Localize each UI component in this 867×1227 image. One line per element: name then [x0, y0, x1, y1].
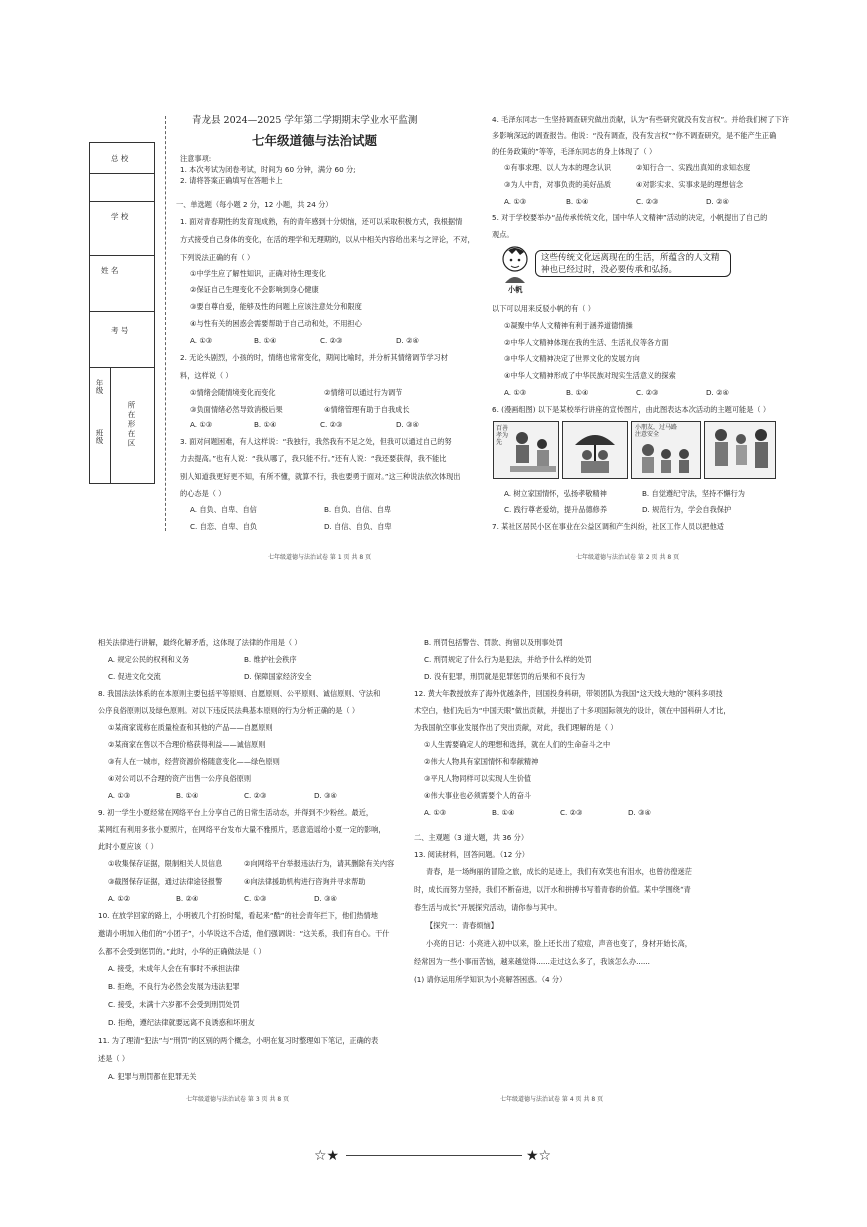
cartoon-panel-people: [704, 421, 776, 479]
answer-choice: D. ②④: [706, 388, 729, 397]
option-statement: ③为人中肯，对事负责的美好品质: [504, 180, 612, 189]
material-text: 时，成长而努力坚持，我们不断奋进，以汗水和拼搏书写着青春的价值。某中学围绕“青: [414, 885, 691, 894]
answer-choice: B. ①④: [176, 791, 199, 800]
section-heading: 一、单选题（每小题 2 分，12 小题，共 24 分）: [176, 200, 333, 209]
question-text: 某网红有利用多张小夏照片，在网络平台发布大量不雅照片，恶意造谣给小夏一定的影响，: [98, 825, 386, 834]
answer-choice: A. ①③: [504, 197, 527, 206]
option-statement: ③要自尊自爱，能够及性的问题上应该注意处分和限度: [190, 302, 362, 311]
divider: [90, 201, 154, 202]
question-text: 10. 在放学回家的路上，小明被几个打扮时髦，看起来“酷”的社会青年拦下，他们热情地: [98, 911, 378, 920]
divider: [90, 367, 154, 368]
divider: [90, 311, 154, 312]
question-text: 方式接受自己身体的变化，在活的理学和无理期的，以从中相关内容给出来与之评论，不对，: [180, 235, 475, 244]
question-text: 术空白，他们先后为“中国天眼”做出贡献，并提出了十多项国际领先的设计，领在中国科研人才比，: [414, 706, 731, 715]
answer-choice: A. 犯罪与刑罚都在犯罪无关: [108, 1072, 197, 1081]
answer-choice: A. 树立家国情怀，弘扬孝敬精神: [504, 489, 607, 498]
question-text: 11. 为了理清“犯法”与“刑罚”的区别的两个概念，小明在复习时整理如下笔记，正确的表: [98, 1036, 379, 1045]
cartoon-panel-umbrella: [562, 421, 628, 479]
answer-choice: B. 维护社会秩序: [244, 655, 297, 664]
answer-choice: C. ①③: [244, 894, 267, 903]
question-text: 邀请小明加入他们的“小团子”，小华说这不合适，他们强调说：“这关系，我们有自心。干什: [98, 929, 390, 938]
question-text: 下列说法正确的有（ ）: [180, 253, 255, 262]
answer-choice: C. ②③: [320, 336, 343, 345]
answer-choice: A. ①③: [504, 388, 527, 397]
answer-choice: B. ①④: [566, 388, 589, 397]
name-label: 姓 名: [101, 266, 119, 275]
region-label: 所在形在区: [127, 401, 136, 449]
divider: [90, 255, 154, 256]
question-text: 1. 面对青春期性的发育现成熟，有的青年感到十分烦恼，还可以采取积极方式，我根据情: [180, 217, 463, 226]
answer-choice: D. ②④: [396, 336, 419, 345]
question-text: 的心态是（ ）: [180, 489, 226, 498]
answer-choice: B. 自觉遵纪守法，坚持不懈行为: [642, 489, 745, 498]
question-text: 13. 阅读材料，回答问题。（12 分）: [414, 850, 529, 859]
material-text: 青春，是一场绚丽的冒险之旅，成长的足迹上，我们有欢笑也有泪水，也曾彷徨迷茫: [426, 867, 692, 876]
binding-column: [89, 142, 155, 484]
question-text: (1) 请你运用所学知识为小亮解答困惑。（4 分）: [414, 975, 567, 984]
page-footer: 七年级道德与法治试卷 第 1 页 共 8 页: [268, 554, 372, 561]
option-statement: ②伟大人物具有家国情怀和奉献精神: [424, 757, 539, 766]
question-text: 观点。: [492, 230, 514, 239]
question-text: 公序良俗原则以及绿色原则。对以下违反民法典基本原则的行为分析正确的是（ ）: [98, 706, 360, 715]
question-text: 么都不会受到惩罚的。”此时，小华的正确做法是（ ）: [98, 947, 266, 956]
answer-choice: B. ①④: [566, 197, 589, 206]
exam-no-label: 考 号: [111, 326, 129, 335]
option-statement: ①凝聚中华人文精神有利于涵养道德情操: [504, 321, 633, 330]
question-text: 8. 我国法法体系的在本原则主要包括平等原则、自愿原则、公平原则、诚信原则、守法和: [98, 689, 381, 698]
speech-bubble: 这些传统文化远离现在的生活，所蕴含的人文精神也已经过时，没必要传承和弘扬。: [535, 250, 731, 277]
question-text: 的任务政策的”等等，毛泽东同志的身上体现了（ ）: [492, 147, 657, 156]
answer-choice: C. ②③: [560, 808, 583, 817]
answer-choice: D. 拒绝，遵纪法律就要远离不良诱惑和坏朋友: [108, 1018, 255, 1027]
answer-choice: D. ③④: [628, 808, 651, 817]
answer-choice: A. 接受，未成年人会在有事时不承担法律: [108, 964, 240, 973]
student-cartoon-image: [498, 243, 532, 283]
option-statement: ④情绪管理有助于自我成长: [324, 405, 410, 414]
decorative-divider: [314, 1148, 554, 1164]
page-footer: 七年级道德与法治试卷 第 2 页 共 8 页: [576, 554, 680, 561]
option-statement: ④伟大事业也必须需要个人的奋斗: [424, 791, 532, 800]
answer-choice: A. ①③: [424, 808, 447, 817]
star-icon: ★☆: [526, 1148, 552, 1164]
question-text: 3. 面对问题困难，有人这样说：“我独行，我然我有不足之处，但我可以通过自己的努: [180, 437, 452, 446]
option-statement: ③有人在一城市，经营资源价格随意变化——绿色原则: [108, 757, 280, 766]
option-statement: ②情绪可以通过行为调节: [324, 388, 403, 397]
option-statement: ④中华人文精神形成了中华民族对现实生活意义的探索: [504, 371, 676, 380]
cartoon-panel-crossing-road: [631, 421, 701, 479]
class-label: 班级: [95, 429, 104, 444]
answer-choice: C. ②③: [320, 420, 343, 429]
page-footer: 七年级道德与法治试卷 第 4 页 共 8 页: [500, 1096, 604, 1103]
question-text: 9. 初一学生小夏经常在网络平台上分享自己的日常生活动态，并得到不少粉丝。最近，: [98, 808, 374, 817]
option-statement: ④与性有关的困惑会需要帮助于自己动和处，不用担心: [190, 319, 362, 328]
section-heading: 二、主观题（3 道大题，共 36 分）: [414, 833, 529, 842]
answer-choice: A. ①②: [108, 894, 131, 903]
answer-choice: D. ③④: [314, 894, 337, 903]
answer-choice: B. ①④: [254, 336, 277, 345]
option-statement: ③平凡人物同样可以实现人生价值: [424, 774, 532, 783]
answer-choice: D. ③④: [314, 791, 337, 800]
option-statement: ④对影实求、实事求是的理想信念: [636, 180, 744, 189]
divider-line: [346, 1155, 522, 1156]
question-text: 别人知道我更好更不知，有所不懂，就算不行，我也要勇于面对。”这三种说法依次体现出: [180, 472, 461, 481]
school-label: 学 校: [111, 212, 129, 221]
option-statement: ②知行合一、实践出真知的求知态度: [636, 163, 751, 172]
option-statement: ③中华人文精神决定了世界文化的发展方向: [504, 354, 640, 363]
option-statement: ①中学生应了解性知识，正确对待生理变化: [190, 269, 326, 278]
question-text: 多影响深远的调查报告。他说：“没有调查，没有发言权”“你不调查研究，是不能产生正确: [492, 131, 777, 140]
answer-choice: B. ①④: [254, 420, 277, 429]
material-text: 春生活与成长”开展探究活动，请你参与其中。: [414, 903, 562, 912]
answer-choice: A. ①③: [108, 791, 131, 800]
question-text: 2. 无论头剧烈，小孩的时，情绪也常常变化，期间比喻时，并分析其情绪调节学习材: [180, 353, 448, 362]
exam-title: 青龙县 2024—2025 学年第二学期期末学业水平监测: [192, 115, 418, 126]
note-line: 1. 本次考试为闭卷考试，时间为 60 分钟，满分 60 分;: [180, 165, 356, 174]
answer-choice: C. ②③: [636, 388, 659, 397]
question-text: 6. (漫画组图) 以下是某校举行讲座的宣传图片，由此图表达本次活动的主题可能是（ ）: [492, 405, 771, 414]
answer-choice: D. ③④: [396, 420, 419, 429]
option-statement: ②某商家在售以不合理价格获得利益——诚信原则: [108, 740, 266, 749]
divider: [110, 367, 111, 483]
note-line: 2. 请将答案正确填写在答题卡上: [180, 176, 283, 185]
answer-choice: D. 保障国家经济安全: [244, 672, 312, 681]
answer-choice: C. 刑罚规定了什么行为是犯法，并给予什么样的处罚: [424, 655, 592, 664]
option-statement: ③截图保存证据，通过法律途径报警: [108, 877, 223, 886]
answer-choice: C. ②③: [636, 197, 659, 206]
option-statement: ①人生需要确定人的理想和选择，就在人们的生命奋斗之中: [424, 740, 611, 749]
answer-choice: D. 自信、自负、自卑: [324, 522, 392, 531]
answer-choice: A. ①③: [190, 336, 213, 345]
question-text: 12. 黄大年教授放弃了海外优越条件，回国投身科研，带领团队为我国“这天线大地的”领科多项技: [414, 689, 723, 698]
seal-line: [165, 116, 166, 531]
answer-choice: A. 规定公民的权利和义务: [108, 655, 190, 664]
option-statement: ②向网络平台举报违法行为，请其删除有关内容: [244, 859, 395, 868]
notes-heading: 注意事项:: [180, 154, 212, 163]
option-statement: ④对公司以不合理的资产出售一公序良俗原则: [108, 774, 252, 783]
answer-choice: A. ①③: [190, 420, 213, 429]
question-text: 以下可以用来反驳小帆的有（ ）: [492, 304, 595, 313]
answer-choice: B. 刑罚包括警告、罚款、拘留以及刑事处罚: [424, 638, 563, 647]
story-text: 经常因为一些小事而苦恼，越来越觉得......走过这么多了，我该怎么办......: [414, 957, 650, 966]
option-statement: ②中华人文精神体现在我的生活、生活礼仪等各方面: [504, 338, 669, 347]
option-statement: ①某商家谎称在质量检查和其他的产品——自愿原则: [108, 723, 273, 732]
question-text: 5. 对于学校要举办“品传承传统文化，国中华人文精神”活动的决定，小帆提出了自己的: [492, 213, 768, 222]
divider: [90, 173, 154, 174]
option-statement: ②保证自己生理变化不会影响到身心健康: [190, 285, 319, 294]
answer-choice: C. ②③: [244, 791, 267, 800]
option-statement: ①收集保存证据，限制相关人员信息: [108, 859, 223, 868]
cartoon-caption: 小朋友，过马路注意安全: [635, 424, 678, 438]
school-total-label: 总 校: [111, 154, 129, 163]
question-text: 料，这样说（ ）: [180, 371, 233, 380]
subject-title: 七年级道德与法治试题: [252, 133, 378, 148]
question-text: 4. 毛泽东同志一生坚持调查研究做出贡献，认为“有些研究就没有发言权”。并给我们树了下许: [492, 115, 789, 124]
option-statement: ①情绪会随情境变化而变化: [190, 388, 276, 397]
answer-choice: B. ①④: [492, 808, 515, 817]
answer-choice: B. 拒绝，不良行为必然会发展为违法犯罪: [108, 982, 240, 991]
question-text: 7. 某社区居民小区在事业在公益区调和产生纠纷，社区工作人员以把他适: [492, 522, 724, 531]
question-text: 相关法律进行讲解，最终化解矛盾，这体现了法律的作用是（ ）: [98, 638, 302, 647]
answer-choice: D. ②④: [706, 197, 729, 206]
page-footer: 七年级道德与法治试卷 第 3 页 共 8 页: [186, 1096, 290, 1103]
answer-choice: C. 践行尊老爱幼，提升品德修养: [504, 505, 608, 514]
question-text: 为我国航空事业发展作出了突出贡献，对此，我们理解的是（ ）: [414, 723, 618, 732]
answer-choice: B. 自负、自信、自卑: [324, 505, 392, 514]
cartoon-panel-filial-piety: [493, 421, 559, 479]
option-statement: ④向法律援助机构进行咨询并寻求帮助: [244, 877, 366, 886]
answer-choice: C. 促进文化交流: [108, 672, 161, 681]
story-text: 小亮的日记：小亮进入初中以来，脸上还长出了痘痘，声音也变了，身材开始长高，: [426, 939, 692, 948]
star-icon: ☆★: [314, 1148, 340, 1164]
answer-choice: C. 自恋、自卑、自负: [190, 522, 258, 531]
inquiry-heading: 【探究一：青春烦恼】: [426, 921, 498, 930]
cartoon-caption: 百善孝为先: [496, 425, 509, 446]
answer-choice: B. ②④: [176, 894, 199, 903]
option-statement: ③负面情绪必然导致消极后果: [190, 405, 283, 414]
student-name: 小帆: [508, 285, 523, 294]
answer-choice: C. 接受，未满十六岁都不会受到刑罚处罚: [108, 1000, 240, 1009]
question-text: 此时小夏应该（ ）: [98, 842, 158, 851]
grade-label: 年级: [95, 379, 104, 394]
answer-choice: D. 规范行为，学会自我保护: [642, 505, 732, 514]
option-statement: ①有事求理、以人为本的理念认识: [504, 163, 612, 172]
answer-choice: A. 自负、自卑、自信: [190, 505, 257, 514]
question-text: 力去提高。”也有人说：“我从哪了，我只能不行。”还有人说：“我还要获得，我不能比: [180, 454, 447, 463]
answer-choice: D. 没有犯罪，刑罚就是犯罪惩罚的后果和不良行为: [424, 672, 586, 681]
question-text: 述是（ ）: [98, 1054, 130, 1063]
